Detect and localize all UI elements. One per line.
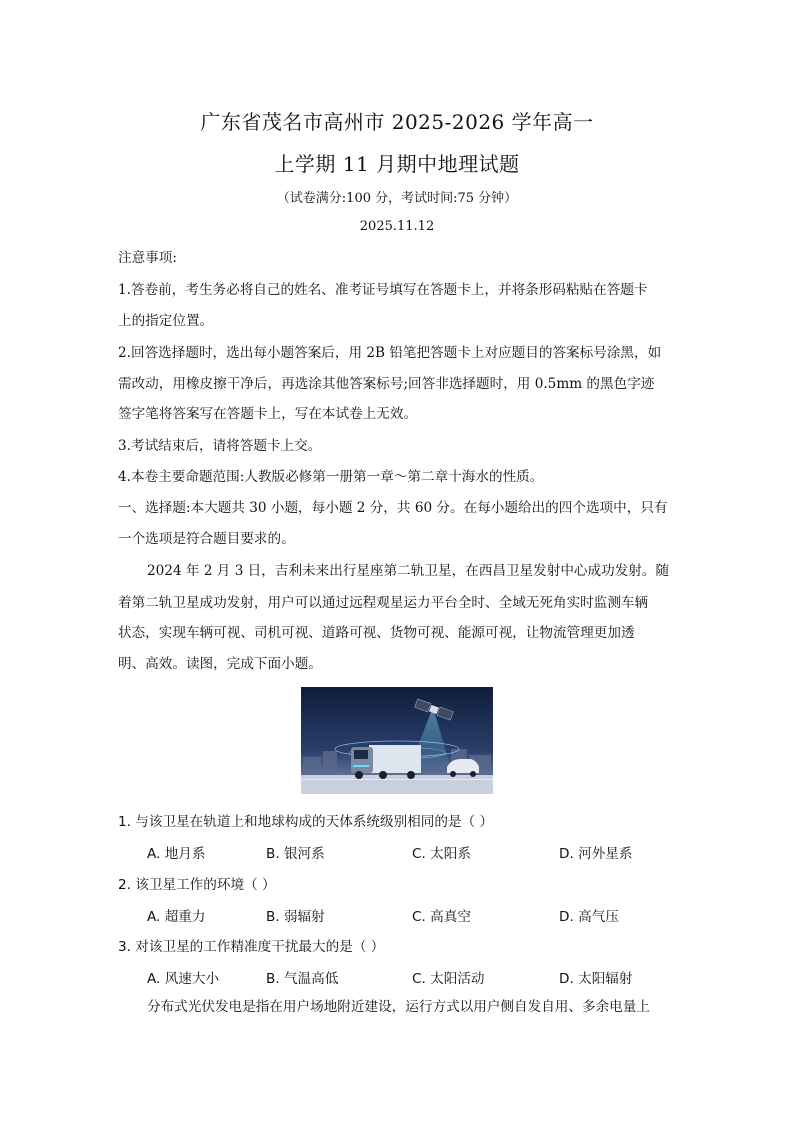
- question-option-c: C. 太阳系: [412, 846, 471, 862]
- notes-line: 需改动，用橡皮擦干净后，再选涂其他答案标号;回答非选择题时，用 0.5mm 的黑色字迹: [118, 376, 655, 392]
- question-option-d: D. 太阳辐射: [559, 971, 633, 987]
- exam-title-line2: 上学期 11 月期中地理试题: [274, 152, 520, 176]
- section-heading-line: 一、选择题:本大题共 30 小题，每小题 2 分，共 60 分。在每小题给出的四个选项中，只有: [118, 500, 668, 516]
- passage-line: 着第二轨卫星成功发射，用户可以通过远程观星运力平台全时、全域无死角实时监测车辆: [118, 595, 649, 611]
- passage-line: 明、高效。读图，完成下面小题。: [118, 656, 322, 672]
- exam-subtitle: （试卷满分:100 分，考试时间:75 分钟）: [276, 191, 518, 206]
- passage-line: 2024 年 2 月 3 日，吉利未来出行星座第二轨卫星，在西昌卫星发射中心成功发射。随: [147, 563, 670, 579]
- section-heading-line: 一个选项是符合题目要求的。: [118, 531, 295, 547]
- passage-line: 分布式光伏发电是指在用户场地附近建设，运行方式以用户侧自发自用、多余电量上: [147, 999, 650, 1015]
- question-option-d: D. 河外星系: [559, 846, 633, 862]
- question-option-a: A. 地月系: [147, 846, 206, 862]
- question-option-d: D. 高气压: [559, 909, 619, 925]
- question-option-c: C. 太阳活动: [412, 971, 485, 987]
- question-option-b: B. 银河系: [266, 846, 325, 862]
- passage-line: 状态，实现车辆可视、司机可视、道路可视、货物可视、能源可视，让物流管理更加透: [118, 625, 635, 641]
- question-option-b: B. 弱辐射: [266, 909, 325, 925]
- question-option-b: B. 气温高低: [266, 971, 339, 987]
- notes-line: 1.答卷前，考生务必将自己的姓名、准考证号填写在答题卡上，并将条形码粘贴在答题卡: [118, 282, 648, 298]
- notes-line: 2.回答选择题时，选出每小题答案后，用 2B 铅笔把答题卡上对应题目的答案标号涂黑，如: [118, 345, 662, 361]
- notes-line: 签字笔将答案写在答题卡上，写在本试卷上无效。: [118, 406, 418, 422]
- question-option-a: A. 超重力: [147, 909, 206, 925]
- question-stem: 3. 对该卫星的工作精准度干扰最大的是（ ）: [118, 939, 385, 955]
- satellite-truck-illustration: [301, 687, 493, 794]
- question-option-a: A. 风速大小: [147, 971, 220, 987]
- notes-line: 4.本卷主要命题范围:人教版必修第一册第一章～第二章十海水的性质。: [118, 469, 544, 485]
- notes-line: 上的指定位置。: [118, 313, 214, 329]
- exam-title-line1: 广东省茂名市高州市 2025-2026 学年高一: [200, 110, 594, 134]
- question-stem: 1. 与该卫星在轨道上和地球构成的天体系统级别相同的是（ ）: [118, 814, 494, 830]
- question-stem: 2. 该卫星工作的环境（ ）: [118, 877, 276, 893]
- notes-line: 3.考试结束后，请将答题卡上交。: [118, 438, 322, 454]
- exam-date: 2025.11.12: [359, 219, 435, 234]
- question-option-c: C. 高真空: [412, 909, 471, 925]
- notes-heading: 注意事项:: [118, 250, 177, 266]
